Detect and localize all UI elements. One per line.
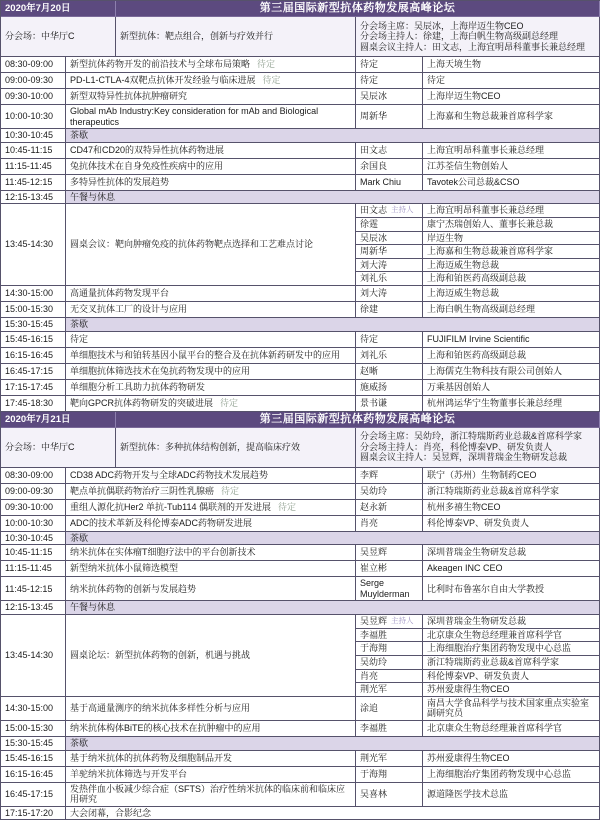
session-row [1,348,600,364]
session-topic [66,484,356,500]
session-topic [66,468,356,484]
session-time: 09:00-09:30 [1,73,66,89]
session-row [1,751,600,767]
speaker-affiliation: 浙江特瑞斯药业总裁&首席科学家 [423,484,600,500]
panelist-row [356,272,600,286]
speaker-name: 周新华 [356,105,423,129]
venue-label: 分会场：中华厅C [1,428,116,468]
speaker-name: 李辉 [356,468,423,484]
panelist-name [356,272,423,286]
speaker-affiliation: 上海嘉和生物总裁兼首席科学家 [423,105,600,129]
roundtable-time: 13:45-14:30 [1,615,66,697]
topic-text: 单细胞技术与和铂转基因小鼠平台的整合及在抗体新药研发中的应用 [70,349,341,360]
speaker-name: 景书谦 [356,396,423,412]
day-header-row [1,1,600,17]
break-time: 12:15-13:45 [1,601,66,615]
speaker-affiliation: Tavotek公司总裁&CSO [423,175,600,191]
session-time: 08:30-09:00 [1,468,66,484]
session-row [1,396,600,412]
session-time: 14:30-15:00 [1,286,66,302]
session-row [1,721,600,737]
session-topic [66,89,356,105]
session-row [1,73,600,89]
speaker-name: 崔立彬 [356,561,423,577]
session-row [1,175,600,191]
speaker-affiliation: 上海岸迈生物CEO [423,89,600,105]
speaker-affiliation: 上海白帆生物高级副总经理 [423,302,600,318]
topic-text: 无交叉抗体工厂的设计与应用 [70,304,188,315]
speaker-affiliation: 上海细胞治疗集团药物发现中心总监 [423,767,600,783]
session-topic [66,783,356,807]
panelist-affiliation: 深圳普瑞金生物研发总裁 [423,615,600,629]
speaker-name: Mark Chiu [356,175,423,191]
chair-line: 分会场主持人：徐建，上海白帆生物高级副总经理 [360,31,559,42]
venue-label: 分会场：中华厅C [1,17,116,57]
topic-text: 新型抗体药物开发的前沿技术与全球布局策略 [70,59,251,70]
break-row [1,532,600,546]
panelist-affiliation: 浙江特瑞斯药业总裁&首席科学家 [423,656,600,670]
day-date: 2020年7月21日 [1,412,116,428]
session-row [1,143,600,159]
session-row [1,545,600,561]
session-time: 15:45-16:15 [1,332,66,348]
session-time: 14:30-15:00 [1,697,66,721]
speaker-name: 待定 [356,57,423,73]
session-time: 11:15-11:45 [1,561,66,577]
session-topic [66,545,356,561]
topic-text: ADC的技术革新及科伦博泰ADC药物研发进展 [70,517,253,528]
session-time: 09:30-10:00 [1,89,66,105]
speaker-affiliation: 上海和铂医药高级副总裁 [423,348,600,364]
topic-text: 新型纳米抗体小鼠筛选模型 [70,563,179,574]
break-time: 10:30-10:45 [1,532,66,546]
panelist-affiliation: 苏州爱康得生物CEO [423,683,600,697]
chair-line: 分会场主持人：肖亮，科伦博泰VP、研发负责人 [360,441,553,452]
panelist-row [356,642,600,656]
session-topic [66,500,356,516]
session-row [1,286,600,302]
speaker-name: 吴喜林 [356,783,423,807]
session-row [1,302,600,318]
panelist-name [356,629,423,643]
session-row [1,783,600,807]
panelist-list [356,615,600,697]
session-topic [66,721,356,737]
speaker-name: 吴昱辉 [356,545,423,561]
chairs-cell [356,17,600,57]
session-row [1,364,600,380]
chairs-cell [356,428,600,468]
topic-text: 靶向GPCR抗体药物研发的突破进展 [70,397,214,408]
panelist-row [356,656,600,670]
panelist-affiliation: 上海细胞治疗集团药物发现中心总监 [423,642,600,656]
roundtable-topic: 圆桌会议：靶向肿瘤免疫的抗体药物靶点选择和工艺难点讨论 [66,204,356,286]
break-label: 茶歇 [66,737,600,751]
speaker-affiliation: 待定 [423,73,600,89]
session-topic [66,302,356,318]
session-row [1,577,600,601]
session-row [1,500,600,516]
topic-text: 重组人源化抗Her2 单抗-Tub114 偶联剂的开发进展 [70,501,272,512]
speaker-name: 田文志 [356,143,423,159]
break-label: 午餐与休息 [66,601,600,615]
session-time: 10:00-10:30 [1,516,66,532]
session-row [1,767,600,783]
session-topic [66,577,356,601]
break-label: 茶歇 [66,532,600,546]
speaker-affiliation: 上海迈威生物总裁 [423,286,600,302]
speaker-affiliation: 比利时布鲁塞尔自由大学教授 [423,577,600,601]
break-label: 茶歇 [66,318,600,332]
panelist-name [356,642,423,656]
session-time: 17:45-18:30 [1,396,66,412]
break-row [1,737,600,751]
speaker-name: Serge Muylderman [356,577,423,601]
speaker-name: 肖亮 [356,516,423,532]
session-time: 10:45-11:15 [1,143,66,159]
session-topic [66,73,356,89]
roundtable-time: 13:45-14:30 [1,204,66,286]
topic-text: 基于纳米抗体的抗体药物及细胞制品开发 [70,752,233,763]
session-row [1,697,600,721]
speaker-name: 余国良 [356,159,423,175]
topic-text: 高通量抗体药物发现平台 [70,288,170,299]
session-time: 16:45-17:15 [1,783,66,807]
panelist-name-text: 李福胜 [360,629,388,640]
speaker-name: 李福胜 [356,721,423,737]
roundtable-row [1,204,600,286]
panelist-name-text: 肖亮 [360,670,379,681]
host-tag: 主持人 [391,205,414,215]
break-label: 午餐与休息 [66,191,600,205]
break-time: 17:15-17:20 [1,807,66,820]
topic-text: 基于高通量测序的纳米抗体多样性分析与应用 [70,703,251,714]
panelist-name-text: 田文志 [360,205,388,216]
panelist-name [356,670,423,684]
session-topic [66,380,356,396]
track-theme: 新型抗体：多种抗体结构创新，提高临床疗效 [116,428,356,468]
panelist-name-text: 吴昱辉 [360,616,388,627]
speaker-name: 施威扬 [356,380,423,396]
panelist-affiliation: 北京康众生物总经理兼首席科学官 [423,629,600,643]
panelist-affiliation: 上海迈威生物总裁 [423,259,600,273]
panelist-row [356,245,600,259]
topic-text: Global mAb Industry:Key consideration for mAb and Biological therapeutics [70,105,319,127]
session-time: 11:45-12:15 [1,577,66,601]
panelist-row [356,629,600,643]
speaker-name: 荆光军 [356,751,423,767]
speaker-affiliation: 科伦博泰VP、研发负责人 [423,516,600,532]
session-row [1,57,600,73]
session-row [1,516,600,532]
session-time: 16:15-16:45 [1,348,66,364]
break-time: 12:15-13:45 [1,191,66,205]
panelist-name [356,615,423,629]
speaker-affiliation: 深圳普瑞金生物研发总裁 [423,545,600,561]
chair-line: 圆桌会议主持人：吴昱辉，深圳普瑞金生物研发总裁 [360,452,568,463]
speaker-name: 于海翔 [356,767,423,783]
speaker-affiliation: 南昌大学食品科学与技术国家重点实验室副研究员 [423,697,600,721]
forum-title: 第三届国际新型抗体药物发展高峰论坛 [116,1,600,17]
break-row [1,601,600,615]
session-time: 08:30-09:00 [1,57,66,73]
closing-label: 大会闭幕，合影纪念 [66,807,600,820]
speaker-affiliation: 上海天境生物 [423,57,600,73]
session-row [1,380,600,396]
speaker-affiliation: 杭州鸿运华宁生物董事长兼总经理 [423,396,600,412]
session-time: 16:15-16:45 [1,767,66,783]
day-date: 2020年7月20日 [1,1,116,17]
topic-text: 待定 [70,333,89,344]
speaker-name: 赵永新 [356,500,423,516]
speaker-name: 涂追 [356,697,423,721]
speaker-affiliation: 上海宜明昂科董事长兼总经理 [423,143,600,159]
panelist-name-text: 荆光军 [360,684,388,695]
session-time: 15:00-15:30 [1,721,66,737]
session-topic [66,159,356,175]
session-row [1,89,600,105]
panelist-name [356,259,423,273]
session-topic [66,697,356,721]
panelist-name [356,245,423,259]
session-row [1,332,600,348]
panelist-affiliation: 康宁杰瑞创始人、董事长兼总裁 [423,218,600,232]
track-info-row [1,428,600,468]
session-time: 10:45-11:15 [1,545,66,561]
panelist-name [356,232,423,246]
session-row [1,561,600,577]
host-tag: 主持人 [391,615,414,625]
speaker-name: 待定 [356,332,423,348]
session-time: 09:00-09:30 [1,484,66,500]
session-topic [66,105,356,129]
session-time: 11:15-11:45 [1,159,66,175]
speaker-name: 徐建 [356,302,423,318]
track-info-row [1,17,600,57]
panelist-name [356,656,423,670]
speaker-name: 刘礼乐 [356,348,423,364]
speaker-affiliation: 源道隆医学技术总监 [423,783,600,807]
topic-text: CD38 ADC药物开发与全球ADC药物技术发展趋势 [70,469,269,480]
session-time: 15:45-16:15 [1,751,66,767]
chair-line: 分会场主席：吴幼玲，浙江特瑞斯药业总裁&首席科学家 [360,431,583,442]
panelist-affiliation: 上海和铂医药高级副总裁 [423,272,600,286]
forum-title: 第三届国际新型抗体药物发展高峰论坛 [116,412,600,428]
session-topic [66,767,356,783]
topic-text: 兔抗体技术在自身免疫性疾病中的应用 [70,160,224,171]
session-topic [66,175,356,191]
topic-text: 发热伴血小板减少综合症（SFTS）治疗性纳米抗体的临床前和临床应用研究 [70,783,346,805]
day-header-row [1,412,600,428]
topic-text: 单细胞分析工具助力抗体药物研发 [70,381,206,392]
tbd-tag: 待定 [221,485,240,496]
session-time: 10:00-10:30 [1,105,66,129]
session-topic [66,57,356,73]
session-topic [66,516,356,532]
topic-text: 靶点单抗偶联药物治疗三阴性乳腺癌 [70,485,215,496]
session-topic [66,561,356,577]
panelist-affiliation: 岸迈生物 [423,232,600,246]
topic-text: 纳米抗体构体BiTE的核心技术在抗肿瘤中的应用 [70,723,261,734]
panelist-name-text: 吴辰冰 [360,232,388,243]
break-time: 10:30-10:45 [1,129,66,143]
panelist-list [356,204,600,286]
break-row [1,129,600,143]
panelist-row [356,259,600,273]
topic-text: PD-L1-CTLA-4双靶点抗体开发经验与临床进展 [70,75,256,86]
panelist-name-text: 刘大涛 [360,259,388,270]
session-topic [66,348,356,364]
speaker-affiliation: 联宁（苏州）生物制药CEO [423,468,600,484]
speaker-affiliation: 万乘基因创始人 [423,380,600,396]
panelist-affiliation: 上海宜明昂科董事长兼总经理 [423,204,600,218]
chair-line: 分会场主席：吴辰冰，上海岸迈生物CEO [360,20,524,31]
panelist-row [356,683,600,697]
panelist-name-text: 于海翔 [360,643,388,654]
break-label: 茶歇 [66,129,600,143]
panelist-row [356,204,600,218]
speaker-name: 吴辰冰 [356,89,423,105]
session-topic [66,143,356,159]
chair-line: 圆桌会议主持人：田文志，上海宜明昂科董事长兼总经理 [360,41,586,52]
panelist-name-text: 周新华 [360,246,388,257]
panelist-name [356,218,423,232]
panelist-name-text: 刘礼乐 [360,273,388,284]
session-time: 17:15-17:45 [1,380,66,396]
roundtable-topic: 圆桌论坛：新型抗体药物的创新，机遇与挑战 [66,615,356,697]
break-row [1,318,600,332]
session-time: 09:30-10:00 [1,500,66,516]
topic-text: CD47和CD20的双特异性抗体药物进展 [70,144,225,155]
session-time: 16:45-17:15 [1,364,66,380]
panelist-row [356,232,600,246]
session-topic [66,286,356,302]
session-row [1,484,600,500]
speaker-affiliation: 杭州多禧生物CEO [423,500,600,516]
topic-text: 纳米抗体药物的创新与发展趋势 [70,583,197,594]
break-row [1,191,600,205]
panelist-affiliation: 上海嘉和生物总裁兼首席科学家 [423,245,600,259]
topic-text: 羊驼纳米抗体筛选与开发平台 [70,768,188,779]
break-time: 15:30-15:45 [1,318,66,332]
speaker-name: 刘大涛 [356,286,423,302]
session-topic [66,332,356,348]
session-time: 15:00-15:30 [1,302,66,318]
speaker-name: 赵晰 [356,364,423,380]
panelist-row [356,218,600,232]
speaker-affiliation: Akeagen INC CEO [423,561,600,577]
speaker-name: 待定 [356,73,423,89]
speaker-affiliation: 苏州爱康得生物CEO [423,751,600,767]
roundtable-row [1,615,600,697]
session-row [1,468,600,484]
break-time: 15:30-15:45 [1,737,66,751]
speaker-affiliation: 上海儒克生物科技有限公司创始人 [423,364,600,380]
panelist-name [356,204,423,218]
panelist-row [356,615,600,629]
speaker-affiliation: 北京康众生物总经理兼首席科学官 [423,721,600,737]
topic-text: 多特异性抗体的发展趋势 [70,176,170,187]
session-topic [66,364,356,380]
speaker-affiliation: FUJIFILM Irvine Scientific [423,332,600,348]
speaker-affiliation: 江苏荃信生物创始人 [423,159,600,175]
panelist-row [356,670,600,684]
closing-row [1,807,600,820]
topic-text: 新型双特异性抗体抗肿瘤研究 [70,91,188,102]
session-row [1,159,600,175]
session-topic [66,751,356,767]
panelist-name [356,683,423,697]
panelist-name-text: 吴幼玲 [360,656,388,667]
session-topic [66,396,356,412]
track-theme: 新型抗体：靶点组合，创新与疗效并行 [116,17,356,57]
tbd-tag: 待定 [257,59,276,70]
tbd-tag: 待定 [262,75,281,86]
topic-text: 纳米抗体在实体瘤T细胞疗法中的平台创新技术 [70,547,256,558]
tbd-tag: 待定 [278,501,297,512]
session-row [1,105,600,129]
tbd-tag: 待定 [220,397,239,408]
speaker-name: 吴幼玲 [356,484,423,500]
topic-text: 单细胞抗体筛选技术在兔抗药物发现中的应用 [70,365,251,376]
panelist-affiliation: 科伦博泰VP、研发负责人 [423,670,600,684]
panelist-name-text: 徐霆 [360,219,379,230]
session-time: 11:45-12:15 [1,175,66,191]
